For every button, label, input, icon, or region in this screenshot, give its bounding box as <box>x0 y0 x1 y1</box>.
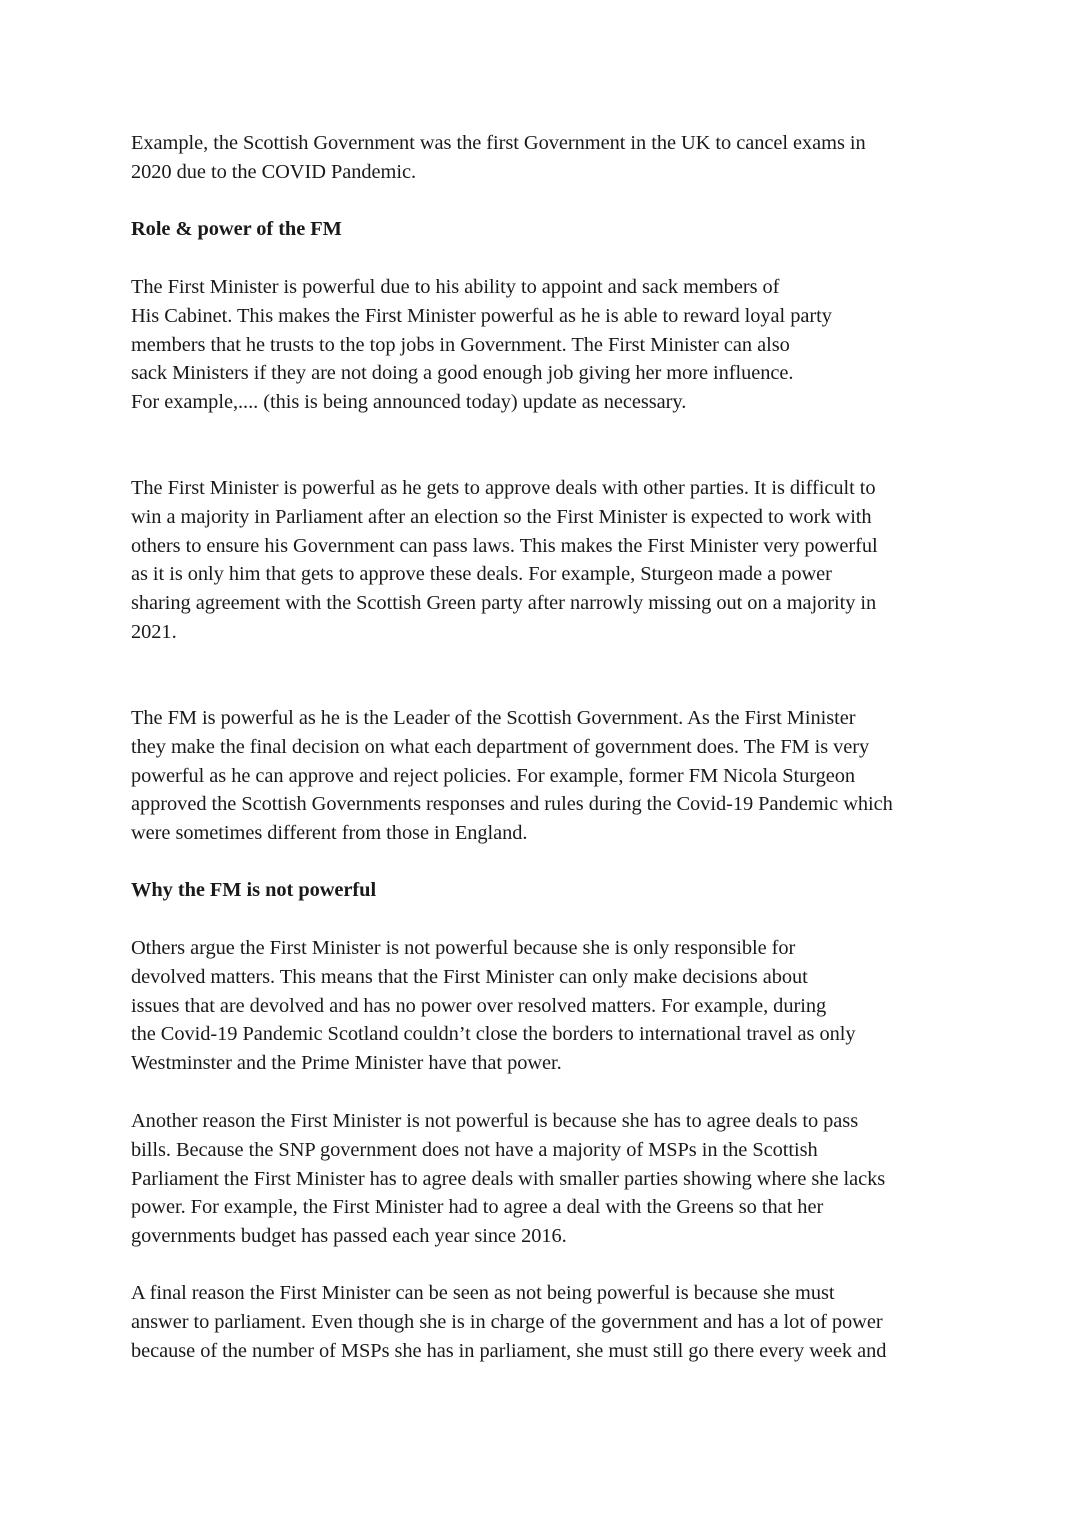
text-line: devolved matters. This means that the First Minister can only make decisions about <box>131 965 808 988</box>
text-line: The First Minister is powerful due to his ability to appoint and sack members of <box>131 276 780 298</box>
text-line: Westminster and the Prime Minister have that power. <box>131 1052 562 1075</box>
text-line: Another reason the First Minister is not powerful is because she has to agree deals to pass <box>131 1110 859 1132</box>
text-line: as it is only him that gets to approve these deals. For example, Sturgeon made a power <box>131 563 832 586</box>
text-line: The First Minister is powerful as he gets to approve deals with other parties. It is difficult to <box>131 477 876 499</box>
text-line: others to ensure his Government can pass laws. This makes the First Minister very powerful <box>131 534 878 557</box>
text-line: The FM is powerful as he is the Leader of the Scottish Government. As the First Minister <box>131 707 856 729</box>
text-line: sharing agreement with the Scottish Green party after narrowly missing out on a majority in <box>131 592 877 615</box>
text-line: answer to parliament. Even though she is in charge of the government and has a lot of power <box>131 1310 883 1333</box>
text-line: Others argue the First Minister is not powerful because she is only responsible for <box>131 937 796 959</box>
paragraph-deals <box>131 474 878 647</box>
text-line: Example, the Scottish Government was the first Government in the UK to cancel exams in <box>131 132 866 154</box>
text-line: Parliament the First Minister has to agree deals with smaller parties showing where she lacks <box>131 1167 886 1190</box>
text-line: the Covid-19 Pandemic Scotland couldn’t close the borders to international travel as only <box>131 1023 856 1046</box>
text-line: sack Ministers if they are not doing a good enough job giving her more influence. <box>131 362 794 385</box>
text-line: issues that are devolved and has no power over resolved matters. For example, during <box>131 994 827 1017</box>
text-line: 2021. <box>131 620 177 643</box>
paragraph-cabinet <box>131 273 832 417</box>
text-line: A final reason the First Minister can be seen as not being powerful is because she must <box>131 1282 835 1304</box>
paragraph-devolved <box>131 934 856 1078</box>
paragraph-answer-parliament <box>131 1279 886 1365</box>
text-line: they make the final decision on what each department of government does. The FM is very <box>131 735 870 758</box>
paragraph-exams-example <box>131 129 866 187</box>
text-line: were sometimes different from those in England. <box>131 822 528 845</box>
text-line: His Cabinet. This makes the First Minister powerful as he is able to reward loyal party <box>131 304 832 327</box>
text-line: because of the number of MSPs she has in parliament, she must still go there every week and <box>131 1339 887 1362</box>
text-line: bills. Because the SNP government does not have a majority of MSPs in the Scottish <box>131 1138 818 1161</box>
text-line: power. For example, the First Minister had to agree a deal with the Greens so that her <box>131 1196 824 1219</box>
text-line: 2020 due to the COVID Pandemic. <box>131 160 417 183</box>
text-line: governments budget has passed each year since 2016. <box>131 1225 567 1248</box>
paragraph-agree-deals <box>131 1107 885 1251</box>
heading-text: Why the FM is not powerful <box>131 879 377 901</box>
text-line: For example,.... (this is being announced today) update as necessary. <box>131 391 687 414</box>
text-line: win a majority in Parliament after an election so the First Minister is expected to work with <box>131 505 872 528</box>
text-line: powerful as he can approve and reject policies. For example, former FM Nicola Sturgeon <box>131 764 856 787</box>
heading-not-powerful <box>131 876 376 905</box>
heading-text: Role & power of the FM <box>131 218 342 240</box>
paragraph-leader <box>131 704 893 848</box>
heading-role-power <box>131 215 342 244</box>
text-line: approved the Scottish Governments responses and rules during the Covid-19 Pandemic which <box>131 793 893 816</box>
text-line: members that he trusts to the top jobs in Government. The First Minister can also <box>131 333 790 356</box>
